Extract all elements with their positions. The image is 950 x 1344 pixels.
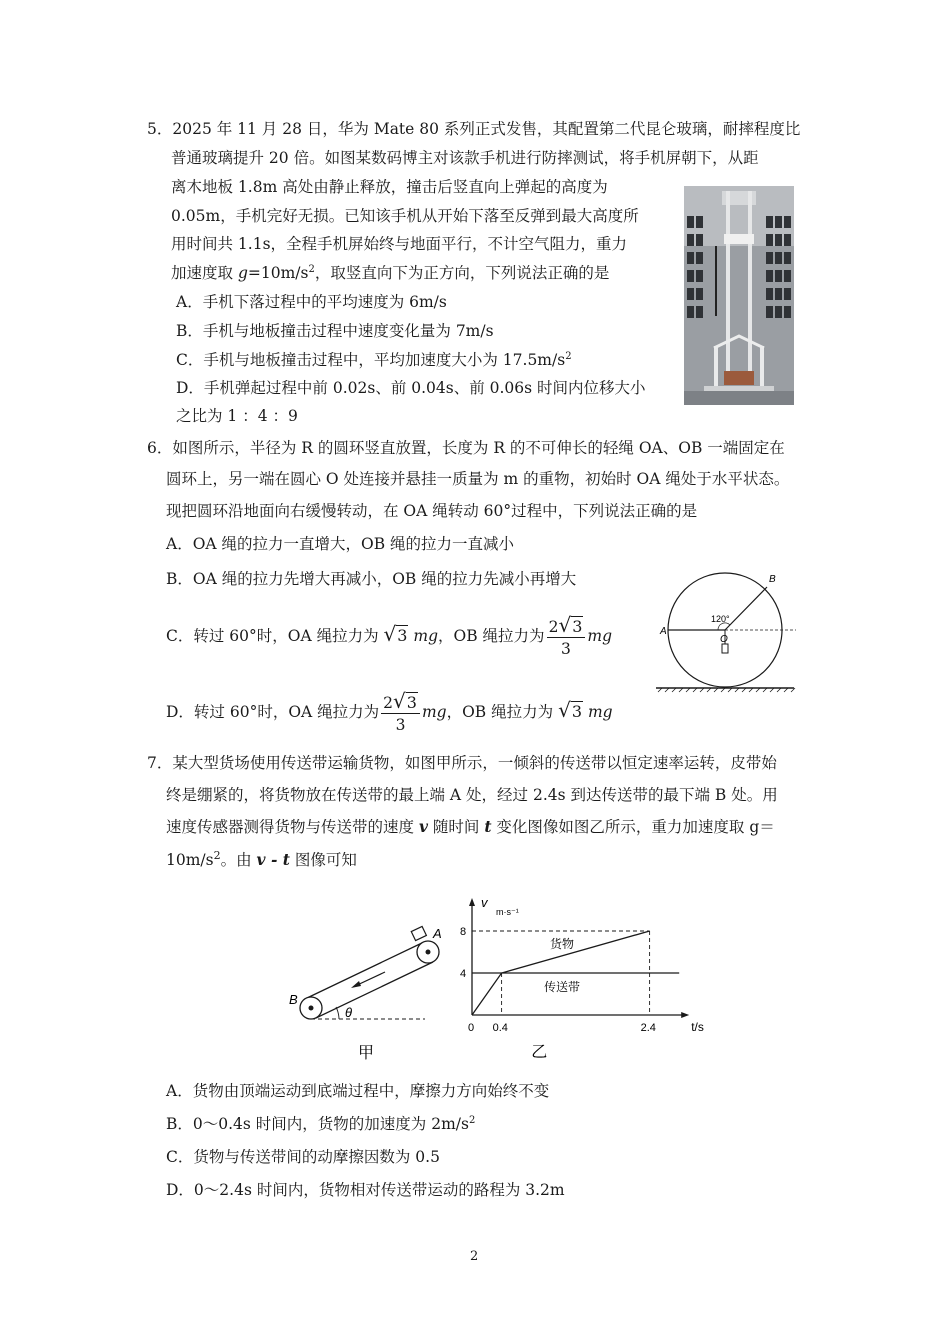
weight-block — [722, 644, 728, 653]
q7-option-d: D．0～2.4s 时间内，货物相对传送带运动的路程为 3.2m — [166, 1181, 565, 1199]
rope-ob — [725, 587, 767, 630]
y-tick-label-8: 8 — [460, 926, 467, 938]
axis-origin: 0 — [468, 1022, 475, 1034]
q5-stem-line-5: 用时间共 1.1s，全程手机屏始终与地面平行，不计空气阻力，重力 — [171, 235, 628, 253]
axis-label-v: v — [481, 895, 488, 910]
page-number: 2 — [470, 1249, 479, 1264]
fraction-two-root-three-over-three: $\frac{2√3}{3}$ — [381, 691, 420, 736]
axis-label-t: t/s — [691, 1020, 704, 1034]
label-b: B — [769, 574, 776, 585]
sqrt-three: √3 — [383, 622, 408, 646]
q7-stem-line-4: $10m/s^2$。由 v - t 图像可知 — [166, 849, 357, 869]
cargo-box — [411, 926, 426, 940]
q5-stem-line-2: 普通玻璃提升 20 倍。如图某数码博主对该款手机进行防摔测试，将手机屏朝下，从距 — [171, 149, 759, 167]
label-belt: 传送带 — [544, 980, 581, 994]
drop-test-photo — [684, 186, 794, 405]
sqrt-three: √3 — [558, 698, 582, 722]
y-tick-label-4: 4 — [460, 968, 467, 980]
q7-stem-line-3: 速度传感器测得货物与传送带的速度 v 随时间 t 变化图像如图乙所示，重力加速度取 g＝ — [166, 817, 775, 836]
q5-stem-line-1: 5．2025 年 11 月 28 日，华为 Mate 80 系列正式发售，其配置第二代昆仑玻璃，耐摔程度比 — [147, 120, 801, 138]
q7-option-c: C．货物与传送带间的动摩擦因数为 0.5 — [166, 1148, 440, 1166]
q6-option-a: A．OA 绳的拉力一直增大，OB 绳的拉力一直减小 — [166, 535, 515, 553]
label-goods: 货物 — [550, 936, 575, 951]
y-axis-arrow — [469, 898, 475, 906]
label-b: B — [289, 992, 298, 1007]
label-a: A — [433, 926, 442, 941]
q5-stem-line-4: 0.05m，手机完好无损。已知该手机从开始下落至反弹到最大高度所 — [171, 207, 639, 225]
label-o: O — [720, 634, 728, 645]
axis-unit-v: m·s⁻¹ — [496, 907, 519, 917]
q5-option-c: C．手机与地板撞击过程中，平均加速度大小为 $17.5m/s^2$ — [176, 351, 572, 369]
q6-option-d: D．转过 60°时，OA 绳拉力为 $\frac{2√3}{3}$ mg，OB 绳拉力为 √3 mg — [166, 686, 613, 736]
label-a: A — [660, 626, 667, 637]
q5-option-d-line-2: 之比为 1 ：4 ：9 — [176, 407, 298, 425]
q7-stem-line-2: 终是绷紧的，将货物放在传送带的最上端 A 处，经过 2.4s 到达传送带的最下端 B 处。用 — [166, 786, 778, 804]
q6-stem-line-1: 6．如图所示，半径为 R 的圆环竖直放置，长度为 R 的不可伸长的轻绳 OA、OB 一端固定在 — [147, 439, 785, 457]
q5-option-a: A．手机下落过程中的平均速度为 6m/s — [176, 293, 447, 311]
label-theta: θ — [345, 1005, 353, 1020]
label-angle: 120° — [711, 614, 730, 624]
x-tick-label-2.4: 2.4 — [640, 1022, 656, 1034]
caption-yi: 乙 — [531, 1044, 548, 1061]
q7-option-a: A．货物由顶端运动到底端过程中，摩擦力方向始终不变 — [166, 1082, 550, 1100]
ring-diagram — [650, 565, 800, 695]
q6-stem-line-2: 圆环上，另一端在圆心 O 处连接并悬挂一质量为 m 的重物，初始时 OA 绳处于水平状态。 — [166, 470, 790, 488]
x-axis-arrow — [681, 1012, 689, 1018]
vt-graph — [452, 893, 704, 1065]
q7-stem-line-1: 7．某大型货场使用传送带运输货物，如图甲所示，一倾斜的传送带以恒定速率运转，皮带始 — [147, 754, 777, 772]
q5-option-d-line-1: D．手机弹起过程中前 0.02s、前 0.04s、前 0.06s 时间内位移大小 — [176, 379, 646, 397]
conveyor-diagram — [285, 920, 445, 1065]
belt-top — [307, 942, 424, 998]
q7-option-b: B．0～0.4s 时间内，货物的加速度为 $2m/s^2$ — [166, 1115, 476, 1133]
q5-stem-line-6: 加速度取 $g=10m/s^2$，取竖直向下为正方向，下列说法正确的是 — [171, 264, 610, 282]
caption-jia: 甲 — [358, 1045, 375, 1062]
theta-arc — [336, 1007, 339, 1019]
q5-stem-line-3: 离木地板 1.8m 高处由静止释放，撞击后竖直向上弹起的高度为 — [171, 178, 608, 196]
belt-bottom — [316, 962, 433, 1018]
q6-option-b: B．OA 绳的拉力先增大再减小，OB 绳的拉力先减小再增大 — [166, 570, 577, 588]
fraction-two-root-three-over-three: $\frac{2√3}{3}$ — [547, 615, 586, 660]
q6-stem-line-3: 现把圆环沿地面向右缓慢转动，在 OA 绳转动 60°过程中，下列说法正确的是 — [166, 502, 698, 520]
x-tick-label-0.4: 0.4 — [492, 1022, 508, 1034]
q5-option-b: B．手机与地板撞击过程中速度变化量为 7m/s — [176, 322, 494, 340]
q6-option-c: C．转过 60°时，OA 绳拉力为 √3 mg，OB 绳拉力为 $\frac{2√3}{3}$ mg — [166, 610, 612, 660]
